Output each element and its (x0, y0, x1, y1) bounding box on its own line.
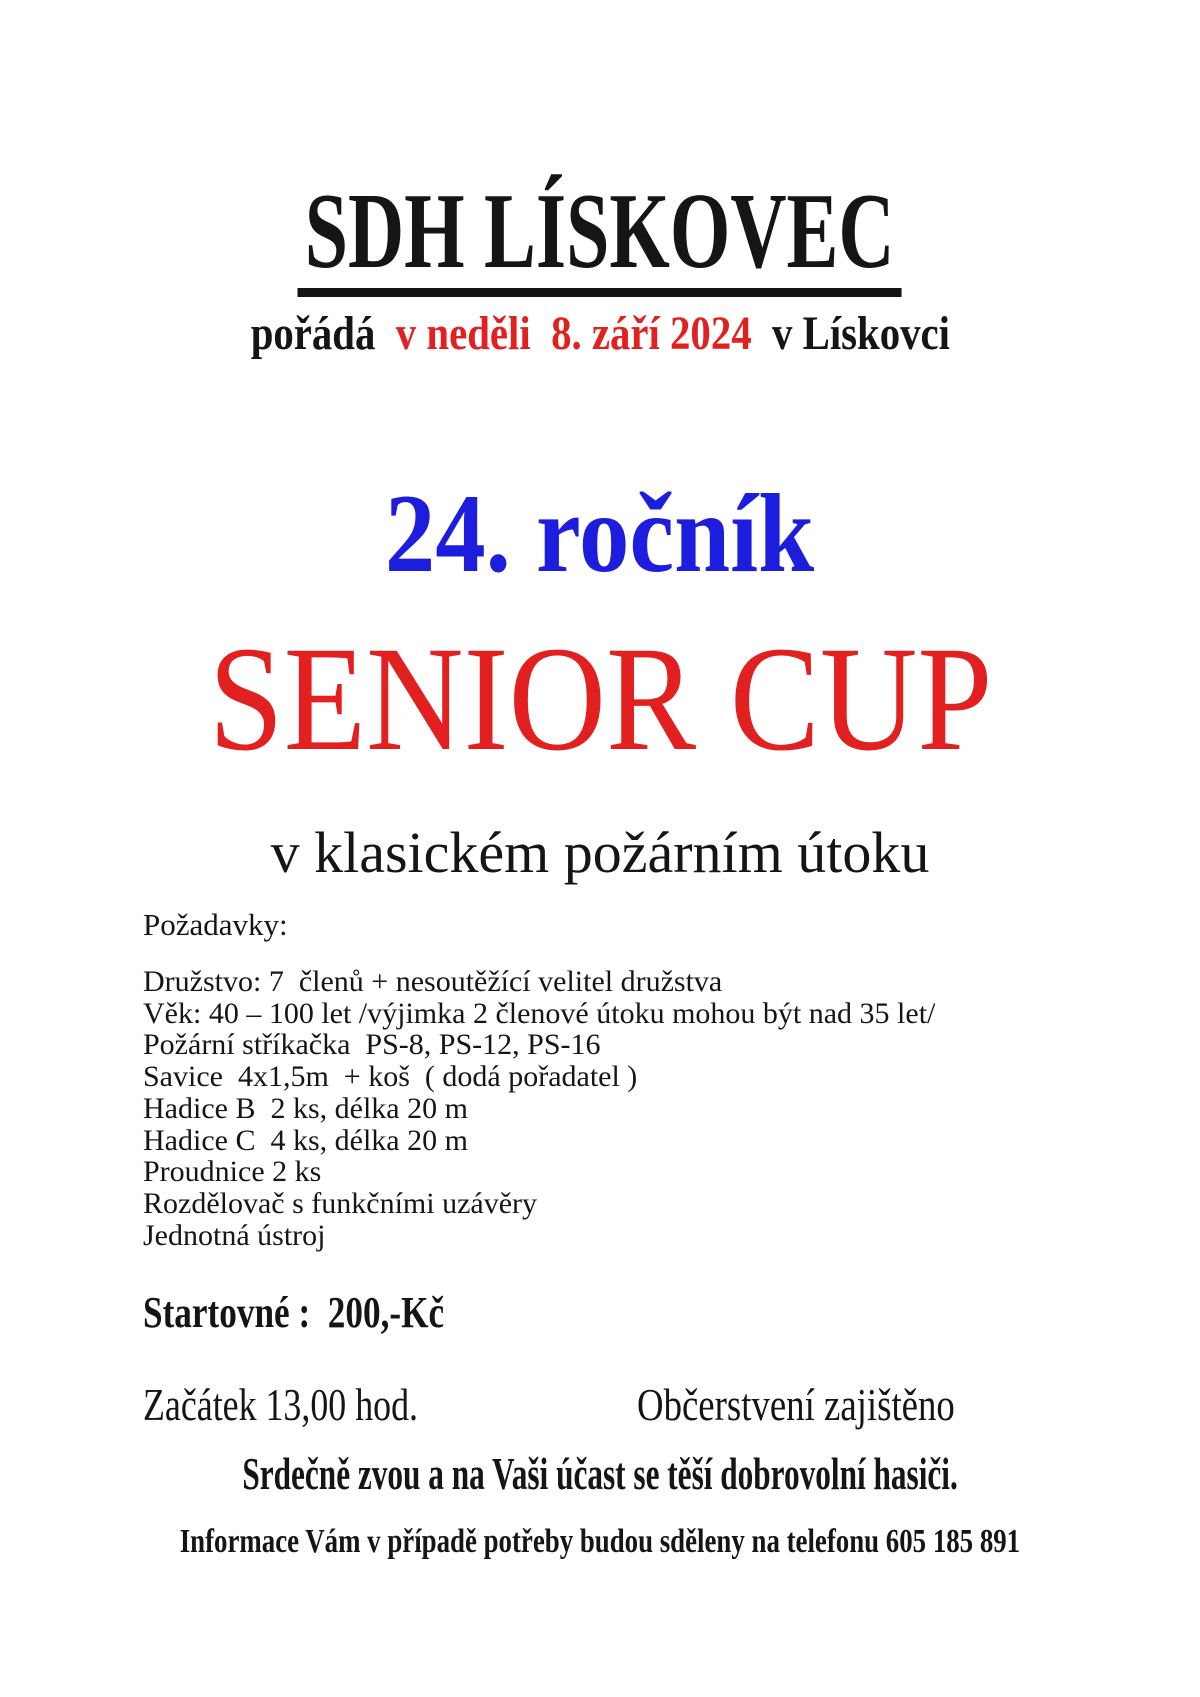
contact-info-line (0, 1525, 1200, 1559)
requirement-item: Věk: 40 – 100 let /výjimka 2 členové útoku mohou být nad 35 let/ (143, 996, 936, 1030)
refreshments-text: Občerstvení zajištěno (637, 1379, 955, 1430)
event-date: v neděli 8. září 2024 (395, 307, 752, 360)
organizes-prefix: pořádá (250, 307, 396, 360)
requirement-item: Rozdělovač s funkčními uzávěry (143, 1186, 538, 1220)
requirement-item: Hadice C 4 ks, délka 20 m (143, 1123, 468, 1157)
contact-info-text: Informace Vám v případě potřeby budou sděleny na telefonu 605 185 891 (179, 1523, 1021, 1560)
entry-fee-line (143, 1288, 519, 1337)
requirements-heading (143, 909, 288, 940)
organizes-suffix: v Lískovci (751, 307, 950, 360)
organizer-date-line (0, 307, 1200, 360)
edition-line (0, 472, 1200, 596)
event-name-line (0, 616, 1200, 782)
requirement-item: Jednotná ústroj (143, 1218, 326, 1252)
organizer-date-text (250, 307, 950, 360)
refreshments-line (637, 1379, 1034, 1430)
invitation-line (0, 1448, 1200, 1499)
edition-text: 24. ročník (385, 472, 815, 596)
requirement-item: Savice 4x1,5m + koš ( dodá pořadatel ) (143, 1060, 638, 1094)
requirement-item: Družstvo: 7 členů + nesoutěžící velitel družstva (143, 965, 723, 998)
start-time-text: Začátek 13,00 hod. (143, 1379, 418, 1430)
requirement-item: Hadice B 2 ks, délka 20 m (143, 1091, 468, 1125)
requirement-item: Proudnice 2 ks (143, 1155, 322, 1189)
entry-fee-text: Startovné : 200,-Kč (143, 1288, 445, 1337)
event-subtitle (0, 820, 1200, 885)
requirement-item: Požární stříkačka PS-8, PS-12, PS-16 (143, 1028, 601, 1062)
invitation-text: Srdečně zvou a na Vaši účast se těší dobrovolní hasiči. (242, 1448, 958, 1499)
event-subtitle-text: v klasickém požárním útoku (270, 820, 930, 885)
poster-title (0, 172, 1200, 297)
requirements-heading-text: Požadavky: (143, 907, 288, 942)
requirements-list (143, 966, 935, 1251)
start-time-line (143, 1379, 496, 1430)
poster-title-text: SDH LÍSKOVEC (298, 178, 902, 297)
event-name-text: SENIOR CUP (208, 616, 992, 782)
